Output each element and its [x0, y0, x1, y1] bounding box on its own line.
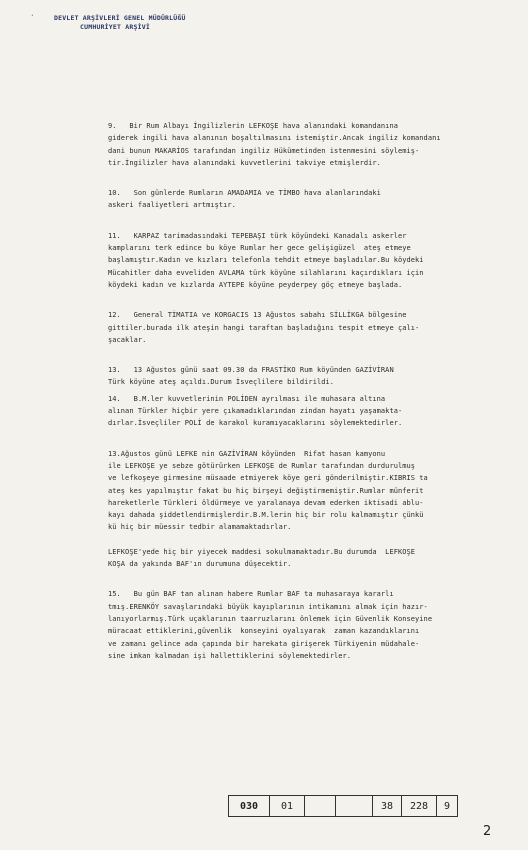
archive-cell-4 [336, 796, 373, 816]
archive-cell-3 [305, 796, 336, 816]
stamp-line-2: CUMHURİYET ARŞİVİ [80, 23, 150, 31]
archive-cell-7: 9 [443, 800, 451, 812]
corner-mark: ˊ [30, 14, 35, 23]
paragraph-11: 11. KARPAZ tarimadasındaki TEPEBAŞI türk köyündeki Kanadalı askerler kamplarını terk edince bu köye Rumlar her gece gelişigüzel ateş etmeye başlamıştır.Kadın ve kızları telefonla tehdit etmeye başladılar.Bu köydeki Mücahitler daha evveliden AVLAMA türk köyüne silahlarını kaçırdıkları için köydeki kadın ve kızlarda AYTEPE köyüne peyderpey göç etmeye başlada. [108, 231, 424, 289]
paragraph-14: 14. B.M.ler kuvvetlerinin POLİDEN ayrılması ile muhasara altına alınan Türkler hiçbir yere çıkamadıklarından zindan hayatı yaşamakta- dırlar.İsveçliler POLİ de karakol kuramıyacaklarını söylemektedirler. [108, 394, 403, 428]
paragraph-9: 9. Bir Rum Albayı İngilizlerin LEFKOŞE hava alanındaki komandanına giderek ingili hava alanının boşaltılmasını istemiştir.Ancak ingiliz komandanı dani bunun MAKARİOS tarafından ingiliz Hükümetinden istenmesini söylemiş- tir.İngilizler hava alanındaki kuvvetlerini takviye etmişlerdir. [108, 122, 441, 167]
paragraph-13: 13. 13 Ağustos günü saat 09.30 da FRASTİKO Rum köyünden GAZİVİRAN Türk köyüne ateş açıldı.Durum İsveçlilere bildirildi. [108, 366, 394, 387]
archive-cell-1: 030 [229, 796, 270, 816]
stamp-line-1: DEVLET ARŞİVLERİ GENEL MÜDÜRLÜĞÜ [54, 14, 186, 22]
archive-cell-6: 228 [402, 796, 437, 816]
paragraph-10: 10. Son günlerde Rumların AMADAMIA ve TİMBO hava alanlarındaki askeri faaliyetleri artmıştır. [108, 189, 381, 210]
page-number: 2 [483, 824, 492, 839]
paragraph-12: 12. General TİMATIA ve KORGACIS 13 Ağustos sabahı SİLLİKGA bölgesine gittiler.burada ilk ateşin hangi taraftan başladığını tespit etmeye çalı- şacaklar. [108, 311, 420, 344]
paragraph-lefkose: LEFKOŞE'yede hiç bir yiyecek maddesi sokulmamaktadır.Bu durumda LEFKOŞE KOŞA da yakında BAF'ın durumuna düşecektir. [108, 547, 416, 569]
archive-cell-2: 01 [270, 796, 305, 816]
document-body [108, 120, 516, 662]
archive-cell-5: 38 [373, 796, 402, 816]
paragraph-13-agustos: 13.Ağustos günü LEFKE nin GAZİVİRAN köyünden Rifat hasan kamyonu ile LEFKOŞE ye sebze götürürken LEFKOŞE de Rumlar tarafından durdurulmuş ve lefkoşeye girmesine müsaade etmiyerek köye geri gönderilmiştir.KIBRIS ta ateş kes yapılmıştır fakat bu hiç birşeyi değiştirmemiştir.Rumlar münferit hareketlerle Türkleri öldürmeye ve yaralanaya devam ederken iktisadi ablu- kayı dahada şiddetlendirmişlerdir.B.M.lerin hiç bir rolu kalmamıştır çünkü kü hiç bir müessir tedbir alamamaktadırlar. [108, 449, 428, 532]
paragraph-15: 15. Bu gün BAF tan alınan habere Rumlar BAF ta muhasaraya kararlı tmış.ERENKÖY savaşlarındaki büyük kayıplarının intikamını almak için hazır- lanıyorlarmış.Türk uçaklarının taarruzlarını önlemek için Güvenlik Konseyine müracaat ettiklerini,güvenlik konseyini oyalıyarak zaman kazandıklarını ve zamanı gelince ada çapında bir harekata girişerek Türkiyenin müdahale- sine imkan kalmadan işi hallettiklerini söylemektedirler. [108, 590, 433, 660]
archive-reference-box [228, 795, 458, 817]
archive-stamp [54, 14, 224, 32]
